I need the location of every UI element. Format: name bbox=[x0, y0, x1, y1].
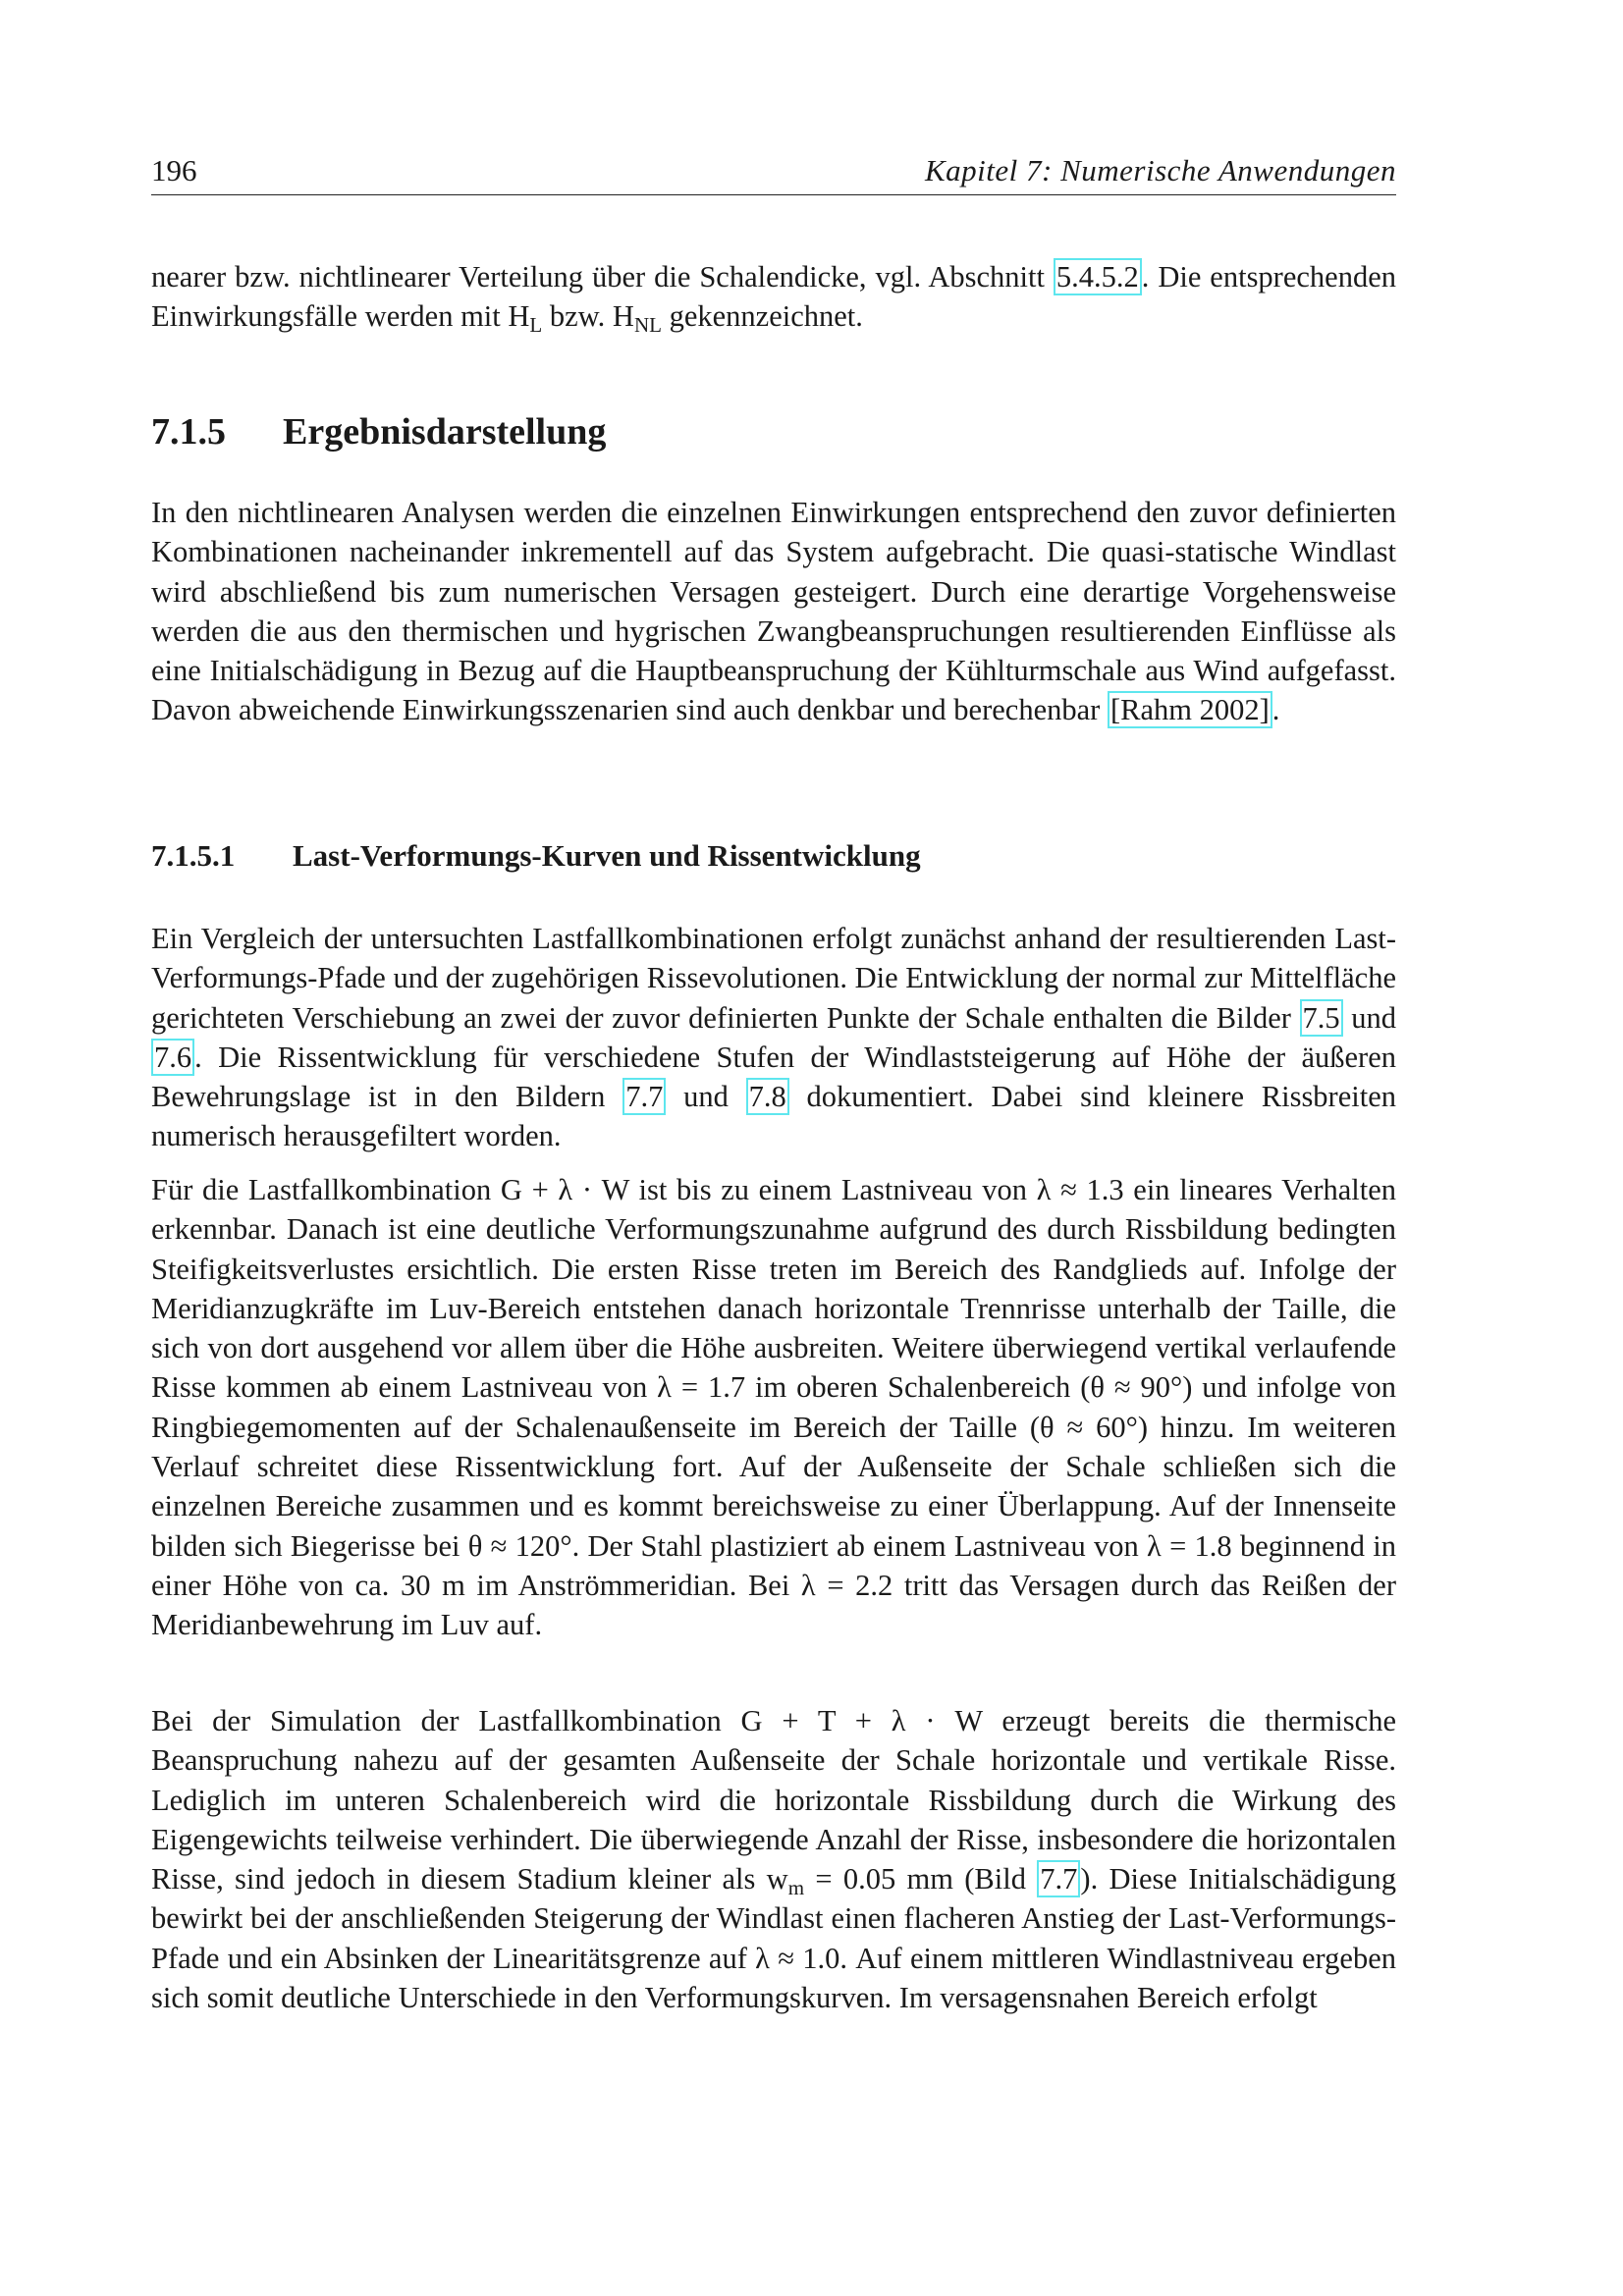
intro-paragraph bbox=[151, 257, 1396, 337]
ref-link-7-7-b[interactable]: 7.7 bbox=[1037, 1860, 1080, 1897]
page-number: 196 bbox=[151, 153, 197, 187]
section-paragraph bbox=[151, 493, 1396, 730]
section-para-text: In den nichtlinearen Analysen werden die einzelnen Einwirkungen entsprechend den zuvor definierten Kombinationen nacheinander inkrementell auf das System aufgebracht. Die quasi-statische Windlast wird abschließend bis zum numerischen Versagen gesteigert. Durch eine derartige Vorgehensweise werden die aus den thermischen und hygrischen Zwangbeanspruchungen resultierenden Einflüsse als eine Initialschädigung in Bezug auf die Hauptbeanspruchung der Kühlturmschale aus Wind aufgefasst. Davon abweichende Einwirkungsszenarien sind auch denkbar und berechenbar bbox=[151, 496, 1396, 727]
para3-text-3: ). Diese Initialschädigung bewirkt bei der anschließenden Steigerung der Windlast einen flacheren Anstieg der Last-Verformungs-Pfade und ein Absinken der Linearitätsgrenze auf λ ≈ 1.0. Auf einem mittleren Windlastniveau ergeben sich somit deutliche Unterschiede in den Verformungskurven. Im versagensnahen Bereich erfolgt bbox=[151, 1862, 1397, 2015]
subsection-number: 7.1.5.1 bbox=[151, 838, 236, 873]
para1-text-4: und bbox=[666, 1080, 746, 1114]
chapter-title: Kapitel 7: Numerische Anwendungen bbox=[924, 153, 1396, 187]
para2-text: Für die Lastfallkombination G + λ · W ist bis zu einem Lastniveau von λ ≈ 1.3 ein lineares Verhalten erkennbar. Danach ist eine deutliche Verformungszunahme aufgrund des durch Rissbildung bedingten Steifigkeitsverlustes ersichtlich. Die ersten Risse treten im Bereich des Randglieds auf. Infolge der Meridianzugkräfte im Luv-Bereich entstehen danach horizontale Trennrisse unterhalb der Taille, die sich von dort ausgehend vor allem über die Höhe ausbreiten. Weitere überwiegend vertikal verlaufende Risse kommen ab einem Lastniveau von λ = 1.7 im oberen Schalenbereich (θ ≈ 90°) und infolge von Ringbiegemomenten auf der Schalenaußenseite im Bereich der Taille (θ ≈ 60°) hinzu. Im weiteren Verlauf schreitet diese Rissentwicklung fort. Auf der Außenseite der Schale schließen sich die einzelnen Bereiche zusammen und es kommt bereichsweise zu einer Überlappung. Auf der Innenseite bilden sich Biegerisse bei θ ≈ 120°. Der Stahl plastiziert ab einem Lastniveau von λ = 1.8 beginnend in einer Höhe von ca. 30 m im Anströmmeridian. Bei λ = 2.2 tritt das Versagen durch das Reißen der Meridianbewehrung im Luv auf. bbox=[151, 1173, 1396, 1642]
section-heading bbox=[151, 410, 606, 454]
ref-link-rahm-2002[interactable]: [Rahm 2002] bbox=[1108, 691, 1272, 728]
subscript-m: m bbox=[787, 1876, 805, 1900]
intro-text-4: gekennzeichnet. bbox=[661, 299, 863, 334]
subsection-heading bbox=[151, 838, 921, 874]
para3-text-2: = 0.05 mm (Bild bbox=[804, 1862, 1038, 1896]
para1-text-5: dokumentiert. Dabei sind kleinere Rissbreiten numerisch herausgefiltert worden. bbox=[151, 1080, 1396, 1153]
ref-link-5-4-5-2[interactable]: 5.4.5.2 bbox=[1054, 258, 1142, 295]
subscript-l: L bbox=[529, 313, 543, 338]
ref-link-7-6[interactable]: 7.6 bbox=[151, 1039, 194, 1076]
ref-link-7-8[interactable]: 7.8 bbox=[746, 1078, 789, 1115]
ref-link-7-5[interactable]: 7.5 bbox=[1300, 999, 1343, 1037]
para1-text-2: und bbox=[1342, 1000, 1396, 1035]
subscript-nl: NL bbox=[633, 313, 662, 338]
paragraph-3 bbox=[151, 1701, 1396, 2017]
section-para-end: . bbox=[1271, 693, 1280, 727]
intro-text-2: . Die entsprechenden Einwirkungsfälle werden mit H bbox=[151, 260, 1396, 334]
intro-text-3: bzw. H bbox=[542, 299, 634, 334]
ref-link-7-7[interactable]: 7.7 bbox=[622, 1078, 666, 1115]
para1-text-1: Ein Vergleich der untersuchten Lastfallkombinationen erfolgt zunächst anhand der resultierenden Last-Verformungs-Pfade und der zugehörigen Rissevolutionen. Die Entwicklung der normal zur Mittelfläche gerichteten Verschiebung an zwei der zuvor definierten Punkte der Schale enthalten die Bilder bbox=[151, 922, 1396, 1035]
paragraph-2 bbox=[151, 1170, 1396, 1645]
paragraph-1 bbox=[151, 919, 1396, 1156]
intro-text-1: nearer bzw. nichtlinearer Verteilung über die Schalendicke, vgl. Abschnitt bbox=[151, 260, 1054, 294]
para1-text-3: . Die Rissentwicklung für verschiedene Stufen der Windlaststeigerung auf Höhe der äußeren Bewehrungslage ist in den Bildern bbox=[151, 1040, 1396, 1114]
section-title: Ergebnisdarstellung bbox=[283, 411, 607, 453]
para3-text-1: Bei der Simulation der Lastfallkombination G + T + λ · W erzeugt bereits die thermische Beanspruchung nahezu auf der gesamten Außenseite der Schale horizontale und vertikale Risse. Lediglich im unteren Schalenbereich wird die horizontale Rissbildung durch die Wirkung des Eigengewichts teilweise verhindert. Die überwiegende Anzahl der Risse, insbesondere die horizontalen Risse, sind jedoch in diesem Stadium kleiner als w bbox=[151, 1704, 1396, 1896]
running-header bbox=[151, 149, 1396, 195]
section-number: 7.1.5 bbox=[151, 411, 226, 453]
subsection-title: Last-Verformungs-Kurven und Rissentwicklung bbox=[293, 838, 921, 873]
